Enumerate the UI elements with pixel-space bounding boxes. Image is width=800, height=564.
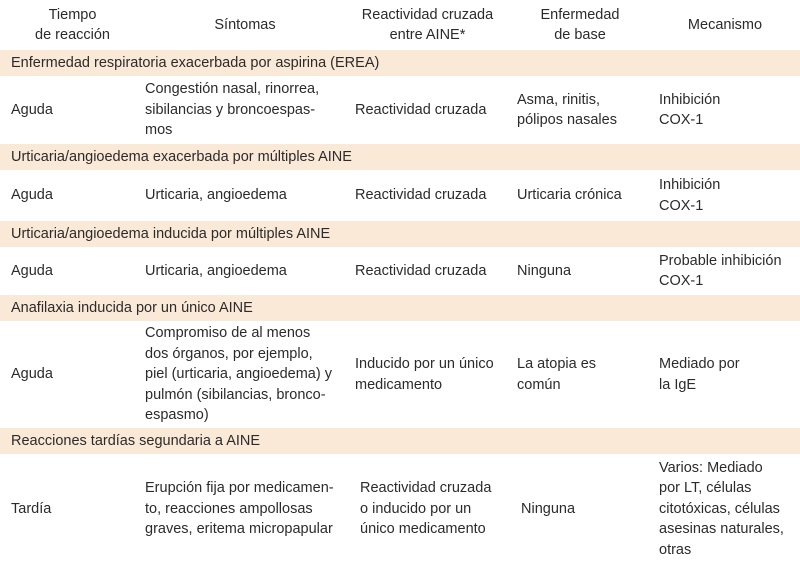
cell-mechanism: Varios: Mediado por LT, células citotóxicas, células asesinas naturales, otras bbox=[659, 459, 784, 558]
cell-time: Aguda bbox=[11, 101, 53, 118]
cell-time: Aguda bbox=[11, 187, 53, 204]
header-mechanism: Mecanismo bbox=[687, 17, 763, 33]
cell-mechanism: Mediado por la IgE bbox=[659, 356, 740, 393]
header-reaction-time: Tiempo de reacción bbox=[35, 7, 110, 43]
table-row bbox=[0, 247, 800, 295]
section-title: Reacciones tardías segundaria a AINE bbox=[0, 428, 800, 454]
section-title: Urticaria/angioedema exacerbada por múltiples AINE bbox=[0, 144, 800, 170]
cell-disease: Urticaria crónica bbox=[517, 187, 622, 204]
table-row bbox=[0, 170, 800, 221]
cell-disease: Ninguna bbox=[517, 262, 572, 279]
table-row bbox=[0, 454, 800, 564]
header-cross-reactivity: Reactividad cruzada entre AINE* bbox=[361, 7, 494, 43]
cell-disease: Ninguna bbox=[521, 500, 576, 517]
cell-disease: La atopia es común bbox=[517, 356, 597, 393]
header-symptoms: Síntomas bbox=[214, 17, 276, 33]
cell-disease: Asma, rinitis, pólipos nasales bbox=[517, 91, 617, 128]
cell-cross-reactivity: Reactividad cruzada bbox=[355, 187, 487, 204]
section-title: Urticaria/angioedema inducida por múltiples AINE bbox=[0, 221, 800, 247]
cell-symptoms: Erupción fija por medicamen- to, reacciones ampollosas graves, eritema micropapular bbox=[145, 480, 334, 538]
cell-cross-reactivity: Reactividad cruzada bbox=[355, 101, 487, 118]
cell-cross-reactivity: Reactividad cruzada bbox=[355, 262, 487, 279]
cell-time: Aguda bbox=[11, 366, 53, 383]
section-title: Enfermedad respiratoria exacerbada por aspirina (EREA) bbox=[0, 50, 800, 76]
cell-mechanism: Inhibición COX-1 bbox=[659, 177, 721, 214]
cell-mechanism: Inhibición COX-1 bbox=[659, 91, 721, 128]
section-title: Anafilaxia inducida por un único AINE bbox=[0, 295, 800, 321]
cell-time: Aguda bbox=[11, 262, 53, 279]
table-row bbox=[0, 76, 800, 144]
cell-symptoms: Urticaria, angioedema bbox=[145, 262, 287, 279]
header-underlying-disease: Enfermedad de base bbox=[540, 7, 620, 43]
table-row bbox=[0, 321, 800, 428]
cell-cross-reactivity: Inducido por un único medicamento bbox=[355, 356, 494, 393]
cell-cross-reactivity: Reactividad cruzada o inducido por un único medicamento bbox=[360, 480, 492, 538]
cell-symptoms: Urticaria, angioedema bbox=[145, 187, 287, 204]
cell-time: Tardía bbox=[11, 500, 52, 517]
cell-symptoms: Congestión nasal, rinorrea, sibilancias y broncoespas- mos bbox=[145, 81, 320, 139]
cell-symptoms: Compromiso de al menos dos órganos, por ejemplo, piel (urticaria, angioedema) y pulmón (sibilancias, bronco- espasmo) bbox=[145, 325, 332, 424]
cell-mechanism: Probable inhibición COX-1 bbox=[659, 252, 782, 289]
table-header-row bbox=[0, 0, 800, 50]
